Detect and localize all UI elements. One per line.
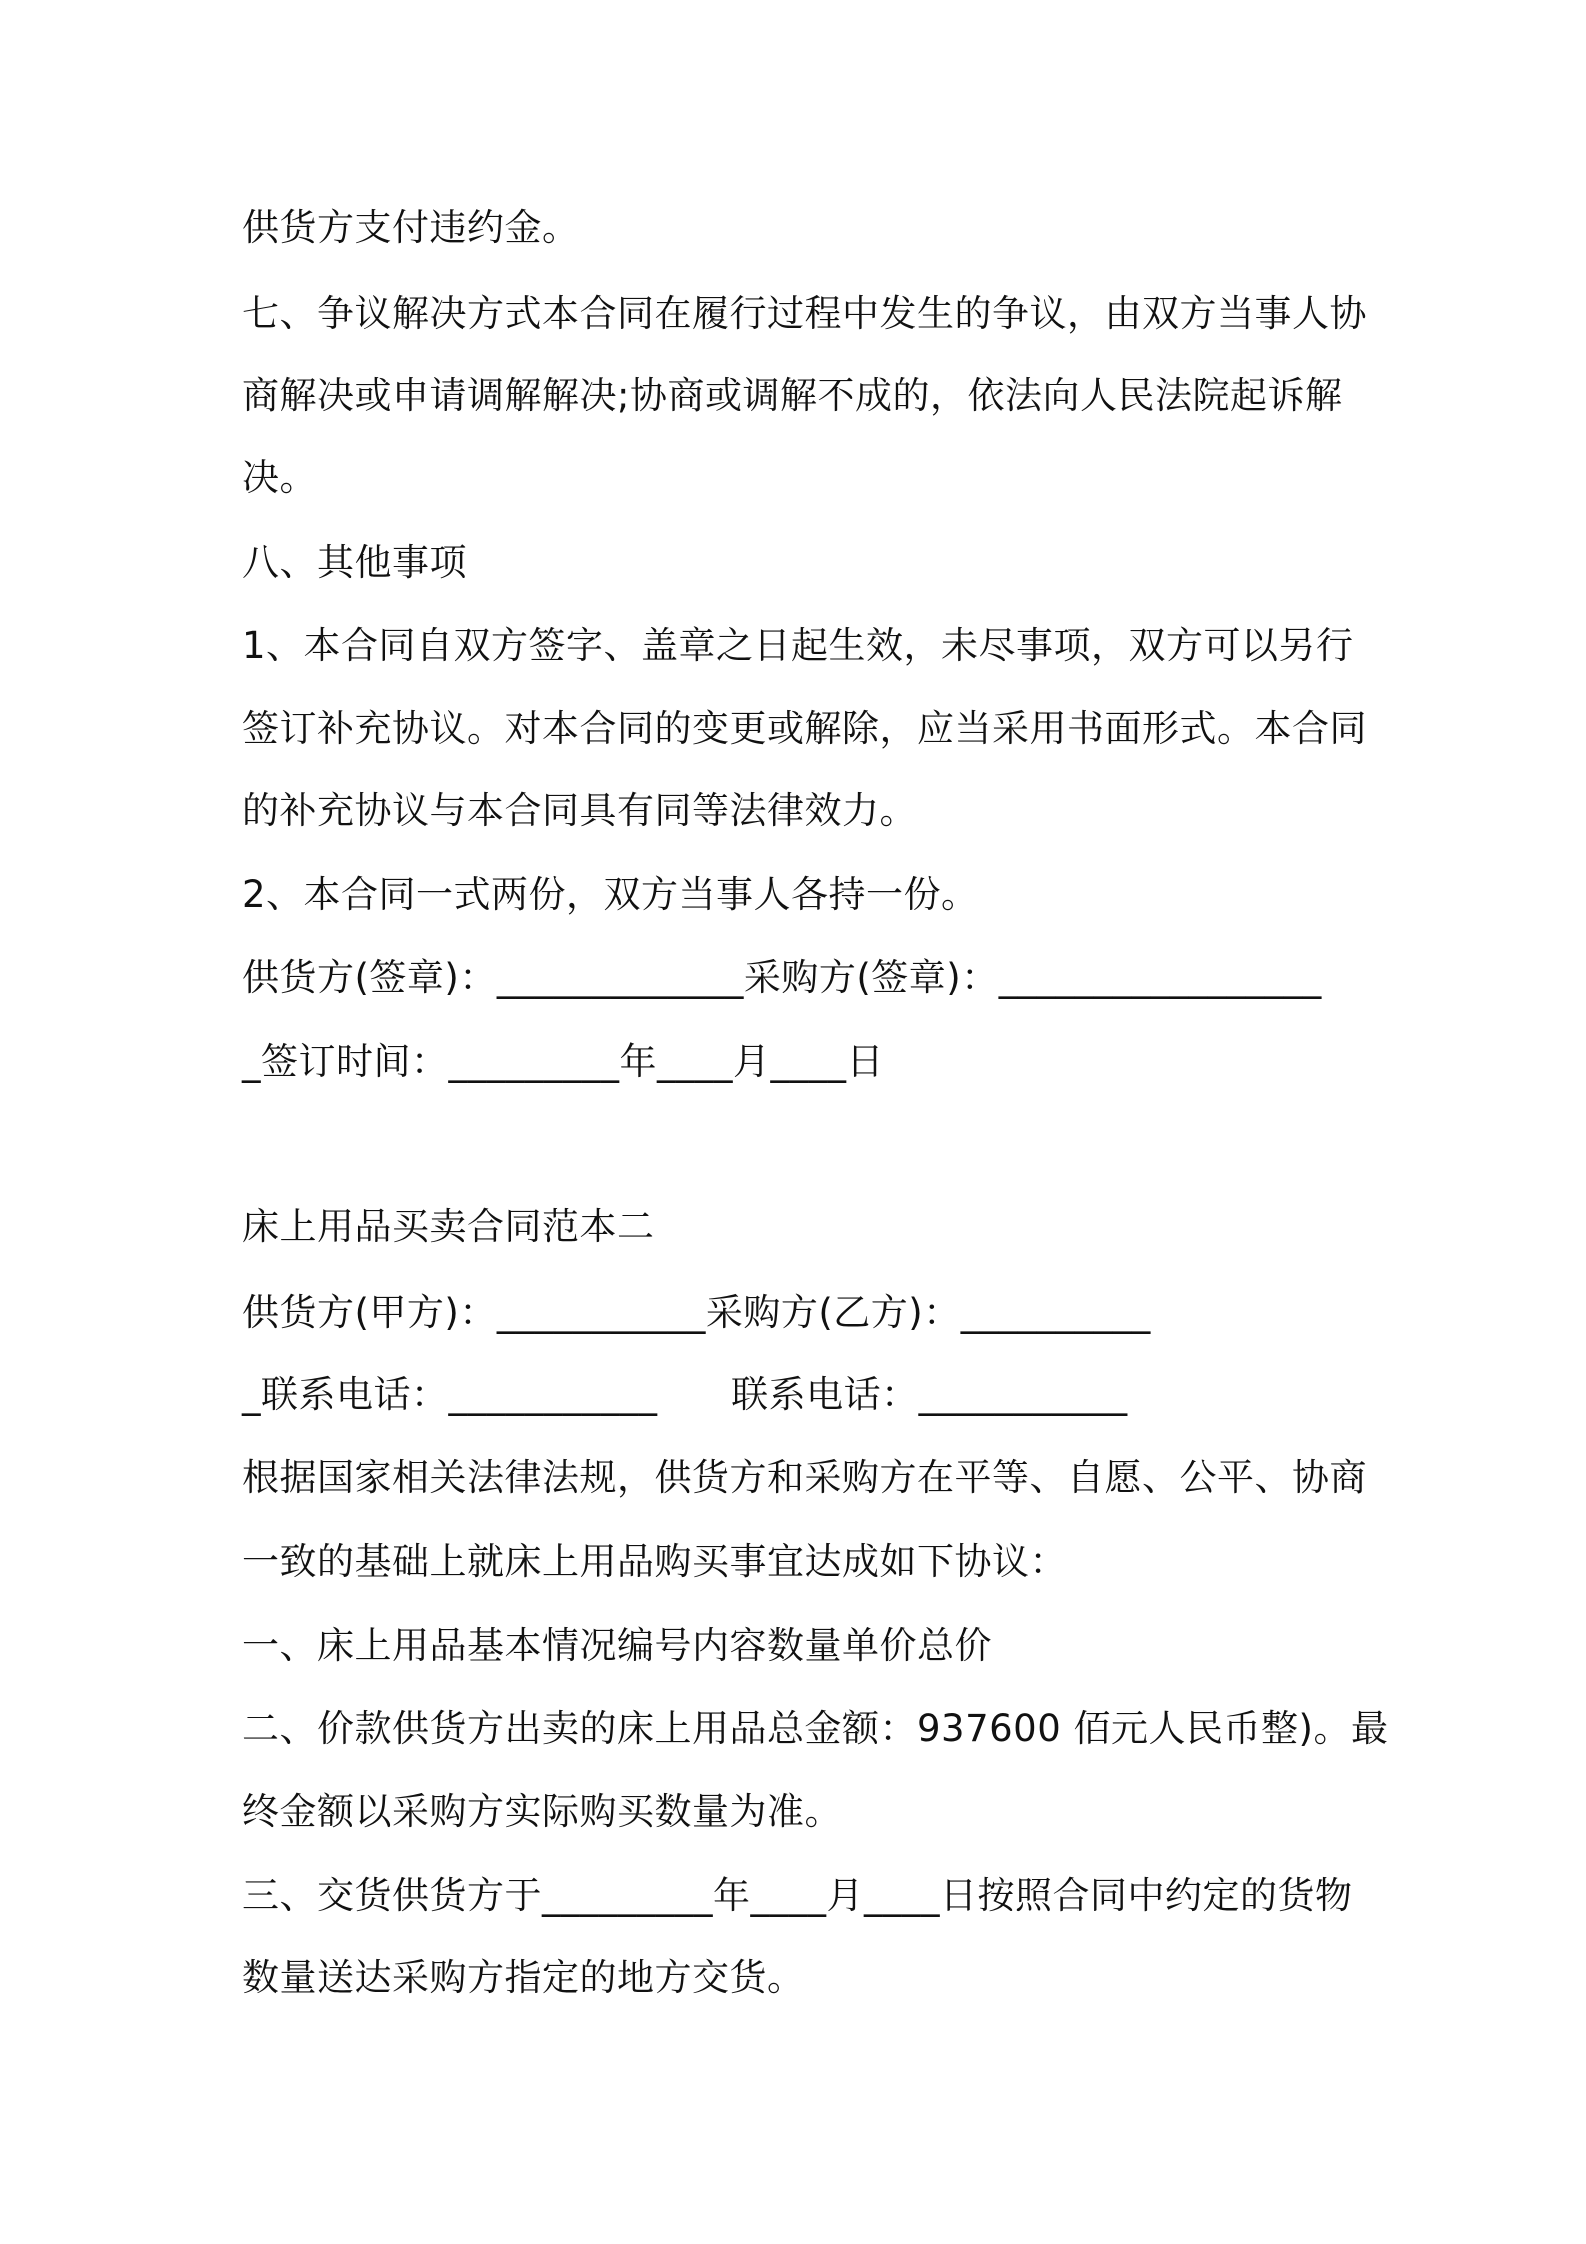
section-heading-basic-info: 一、床上用品基本情况编号内容数量单价总价 xyxy=(242,1624,992,1667)
section-heading-other-matters: 八、其他事项 xyxy=(242,541,467,584)
text-line-21: 数量送达采购方指定的地方交货。 xyxy=(242,1956,805,1999)
text-line-16: 一致的基础上就床上用品购买事宜达成如下协议： xyxy=(242,1540,1067,1583)
text-line-9: 2、本合同一式两份，双方当事人各持一份。 xyxy=(242,873,979,916)
text-line-18: 二、价款供货方出卖的床上用品总金额：937600 佰元人民币整)。最 xyxy=(242,1707,1389,1750)
text-line-15: 根据国家相关法律法规，供货方和采购方在平等、自愿、公平、协商 xyxy=(242,1456,1367,1499)
text-line-2: 七、争议解决方式本合同在履行过程中发生的争议，由双方当事人协 xyxy=(242,292,1367,335)
text-line-6: 1、本合同自双方签字、盖章之日起生效，未尽事项，双方可以另行 xyxy=(242,624,1354,667)
text-line-4: 决。 xyxy=(242,456,317,499)
contract-two-title: 床上用品买卖合同范本二 xyxy=(242,1205,655,1248)
text-line-8: 的补充协议与本合同具有同等法律效力。 xyxy=(242,789,917,832)
contact-phone-line: _联系电话：___________ 联系电话：___________ xyxy=(242,1373,1128,1416)
text-line-1: 供货方支付违约金。 xyxy=(242,206,580,249)
signing-date-line: _签订时间：_________年____月____日 xyxy=(242,1040,884,1083)
signature-line: 供货方(签章)：_____________采购方(签章)：_________________ xyxy=(242,956,1322,999)
text-line-20: 三、交货供货方于_________年____月____日按照合同中约定的货物 xyxy=(242,1874,1353,1917)
text-line-19: 终金额以采购方实际购买数量为准。 xyxy=(242,1790,842,1833)
parties-line: 供货方(甲方)：___________采购方(乙方)：__________ xyxy=(242,1291,1151,1334)
text-line-7: 签订补充协议。对本合同的变更或解除，应当采用书面形式。本合同 xyxy=(242,707,1367,750)
text-line-3: 商解决或申请调解解决;协商或调解不成的，依法向人民法院起诉解 xyxy=(242,374,1343,417)
